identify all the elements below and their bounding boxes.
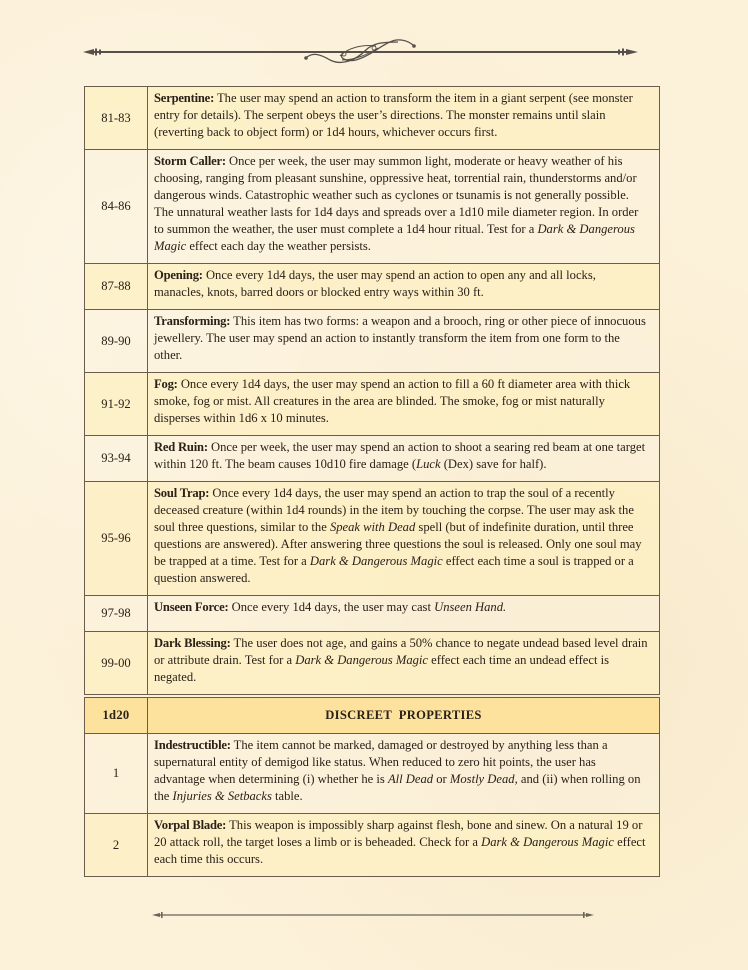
table-row (85, 150, 660, 264)
table-row (85, 436, 660, 482)
property-name: Serpentine: (154, 91, 215, 105)
property-description: Red Ruin: Once per week, the user may spend an action to shoot a searing red beam at one target within 120 ft. The beam causes 10d10 fire damage (Luck (Dex) save for half). (148, 436, 660, 482)
property-name: Soul Trap: (154, 486, 210, 500)
roll-range: 97-98 (85, 596, 148, 632)
roll-range: 99-00 (85, 632, 148, 695)
property-description: Dark Blessing: The user does not age, and gains a 50% chance to negate undead based level drain or attribute drain. Test for a Dark & Dangerous Magic effect each time an undead effect is negated. (148, 632, 660, 695)
property-name: Indestructible: (154, 738, 231, 752)
property-description: Indestructible: The item cannot be marked, damaged or destroyed by anything less than a supernatural entity of demigod like status. When reduced to zero hit points, the user has advantage when determining (i) whether he is All Dead or Mostly Dead, and (ii) when rolling on the Injuries & Setbacks table. (148, 734, 660, 814)
properties-table (84, 86, 660, 695)
scroll-divider-icon (0, 30, 748, 74)
property-description: Vorpal Blade: This weapon is impossibly sharp against flesh, bone and sinew. On a natural 19 or 20 attack roll, the target loses a limb or is beheaded. Check for a Dark & Dangerous Magic effect each time this occurs. (148, 814, 660, 877)
roll-range: 95-96 (85, 482, 148, 596)
roll-number: 1 (85, 734, 148, 814)
property-description: Fog: Once every 1d4 days, the user may spend an action to fill a 60 ft diameter area with thick smoke, fog or mist. All creatures in the area are blinded. The smoke, fog or mist naturally disperses within 1d6 x 10 minutes. (148, 373, 660, 436)
roll-range: 93-94 (85, 436, 148, 482)
column-header-roll: 1d20 (85, 698, 148, 734)
table-row (85, 814, 660, 877)
discreet-properties-table (84, 697, 660, 877)
property-name: Transforming: (154, 314, 231, 328)
table-row (85, 87, 660, 150)
property-name: Fog: (154, 377, 178, 391)
roll-number: 2 (85, 814, 148, 877)
table-row (85, 632, 660, 695)
property-description: Serpentine: The user may spend an action to transform the item in a giant serpent (see monster entry for details). The serpent obeys the user’s directions. The monster remains until slain (reverting back to object form) or 1d4 hours, whichever occurs first. (148, 87, 660, 150)
roll-range: 84-86 (85, 150, 148, 264)
property-description: Transforming: This item has two forms: a weapon and a brooch, ring or other piece of innocuous jewellery. The user may spend an action to instantly transform the item from one form to the other. (148, 310, 660, 373)
table-row (85, 596, 660, 632)
simple-divider-icon (0, 905, 748, 925)
table-row (85, 734, 660, 814)
table-row (85, 482, 660, 596)
property-name: Dark Blessing: (154, 636, 231, 650)
table-row (85, 373, 660, 436)
property-description: Unseen Force: Once every 1d4 days, the user may cast Unseen Hand. (148, 596, 660, 632)
roll-range: 91-92 (85, 373, 148, 436)
property-description: Storm Caller: Once per week, the user may summon light, moderate or heavy weather of his choosing, ranging from pleasant sunshine, oppressive heat, torrential rain, thunderstorms and/or dangerous winds. Catastrophic weather such as cyclones or tsunamis is not generally possible. The unnatural weather lasts for 1d4 days and spreads over a 1d10 mile diameter region. In order to summon the weather, the user must complete a 1d4 hour ritual. Test for a Dark & Dangerous Magic effect each day the weather persists. (148, 150, 660, 264)
roll-range: 81-83 (85, 87, 148, 150)
roll-range: 87-88 (85, 264, 148, 310)
table-header-row (85, 698, 660, 734)
column-header-title: DISCREET PROPERTIES (148, 698, 660, 734)
property-description: Opening: Once every 1d4 days, the user may spend an action to open any and all locks, manacles, knots, barred doors or blocked entry ways within 30 ft. (148, 264, 660, 310)
property-name: Unseen Force: (154, 600, 229, 614)
table-row (85, 264, 660, 310)
table-row (85, 310, 660, 373)
property-name: Opening: (154, 268, 203, 282)
property-name: Storm Caller: (154, 154, 226, 168)
property-name: Vorpal Blade: (154, 818, 227, 832)
roll-range: 89-90 (85, 310, 148, 373)
property-name: Red Ruin: (154, 440, 208, 454)
property-description: Soul Trap: Once every 1d4 days, the user may spend an action to trap the soul of a recently deceased creature (within 1d4 rounds) in the item by touching the corpse. The user may ask the soul three questions, similar to the Speak with Dead spell (but of indefinite duration, until three questions are answered). After answering three questions the soul is released. Only one soul may be trapped at a time. Test for a Dark & Dangerous Magic effect each time a soul is trapped or a question answered. (148, 482, 660, 596)
